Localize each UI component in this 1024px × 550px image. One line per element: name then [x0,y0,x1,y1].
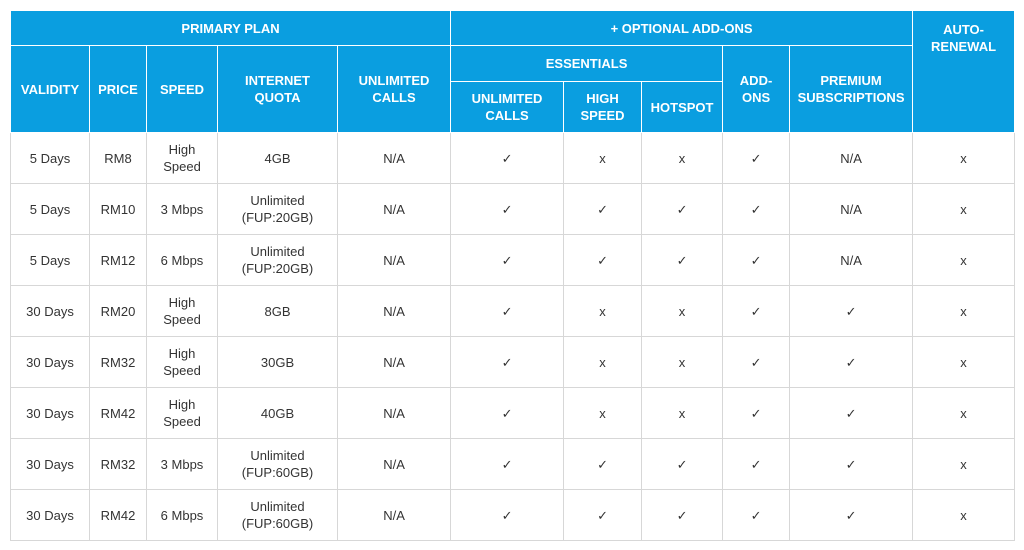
cell-speed: High Speed [147,286,218,337]
cell-essentials-hotspot: x [642,337,723,388]
cell-validity: 5 Days [11,184,90,235]
cell-add-ons: ✓ [723,490,790,541]
cell-premium-subscriptions: N/A [790,184,913,235]
cell-premium-subscriptions: ✓ [790,439,913,490]
header-internet-quota: INTERNET QUOTA [218,46,338,133]
header-add-ons: ADD- ONS [723,46,790,133]
cell-essentials-unlimited-calls: ✓ [451,133,564,184]
plans-table-body [11,133,1015,541]
cell-essentials-hotspot: ✓ [642,184,723,235]
cell-unlimited-calls: N/A [338,184,451,235]
header-unlimited-calls: UNLIMITED CALLS [338,46,451,133]
cell-add-ons: ✓ [723,133,790,184]
cell-auto-renewal: x [913,184,1015,235]
header-primary-plan: PRIMARY PLAN [11,11,451,46]
cell-validity: 30 Days [11,388,90,439]
cell-validity: 30 Days [11,337,90,388]
cell-internet-quota: Unlimited (FUP:20GB) [218,184,338,235]
cell-unlimited-calls: N/A [338,337,451,388]
cell-essentials-hotspot: x [642,388,723,439]
cell-unlimited-calls: N/A [338,439,451,490]
cell-auto-renewal: x [913,439,1015,490]
cell-unlimited-calls: N/A [338,235,451,286]
header-validity: VALIDITY [11,46,90,133]
cell-speed: High Speed [147,133,218,184]
cell-premium-subscriptions: N/A [790,235,913,286]
cell-auto-renewal: x [913,337,1015,388]
cell-add-ons: ✓ [723,388,790,439]
cell-essentials-hotspot: x [642,133,723,184]
table-row [11,439,1015,490]
cell-internet-quota: 40GB [218,388,338,439]
cell-add-ons: ✓ [723,337,790,388]
table-row [11,184,1015,235]
cell-add-ons: ✓ [723,184,790,235]
cell-essentials-hotspot: ✓ [642,235,723,286]
cell-auto-renewal: x [913,388,1015,439]
cell-validity: 30 Days [11,490,90,541]
cell-essentials-hotspot: ✓ [642,490,723,541]
header-essentials: ESSENTIALS [451,46,723,82]
header-essentials-high-speed: HIGH SPEED [564,82,642,133]
cell-add-ons: ✓ [723,286,790,337]
header-essentials-unlimited-calls: UNLIMITED CALLS [451,82,564,133]
cell-unlimited-calls: N/A [338,490,451,541]
header-optional-addons: + OPTIONAL ADD-ONS [451,11,913,46]
cell-price: RM42 [90,388,147,439]
header-auto-renewal: AUTO- RENEWAL [913,11,1015,133]
table-row [11,337,1015,388]
cell-essentials-unlimited-calls: ✓ [451,439,564,490]
table-row [11,235,1015,286]
cell-price: RM42 [90,490,147,541]
cell-essentials-high-speed: x [564,133,642,184]
cell-add-ons: ✓ [723,235,790,286]
cell-auto-renewal: x [913,490,1015,541]
cell-essentials-hotspot: ✓ [642,439,723,490]
cell-validity: 30 Days [11,286,90,337]
cell-essentials-unlimited-calls: ✓ [451,388,564,439]
cell-essentials-unlimited-calls: ✓ [451,286,564,337]
cell-unlimited-calls: N/A [338,388,451,439]
table-row [11,286,1015,337]
plans-table [10,10,1015,541]
header-price: PRICE [90,46,147,133]
cell-internet-quota: 8GB [218,286,338,337]
cell-essentials-unlimited-calls: ✓ [451,184,564,235]
cell-essentials-unlimited-calls: ✓ [451,337,564,388]
cell-internet-quota: 4GB [218,133,338,184]
cell-essentials-high-speed: ✓ [564,235,642,286]
cell-price: RM12 [90,235,147,286]
cell-essentials-high-speed: x [564,337,642,388]
cell-validity: 5 Days [11,235,90,286]
cell-premium-subscriptions: ✓ [790,388,913,439]
table-row [11,388,1015,439]
cell-add-ons: ✓ [723,439,790,490]
cell-essentials-unlimited-calls: ✓ [451,490,564,541]
table-row [11,133,1015,184]
plans-table-container [10,10,1014,541]
cell-essentials-unlimited-calls: ✓ [451,235,564,286]
cell-unlimited-calls: N/A [338,286,451,337]
cell-essentials-high-speed: x [564,286,642,337]
cell-speed: High Speed [147,388,218,439]
cell-price: RM10 [90,184,147,235]
cell-internet-quota: 30GB [218,337,338,388]
cell-essentials-high-speed: x [564,388,642,439]
cell-speed: 6 Mbps [147,235,218,286]
cell-speed: High Speed [147,337,218,388]
cell-essentials-high-speed: ✓ [564,439,642,490]
cell-speed: 6 Mbps [147,490,218,541]
cell-validity: 30 Days [11,439,90,490]
cell-auto-renewal: x [913,133,1015,184]
cell-premium-subscriptions: N/A [790,133,913,184]
cell-essentials-high-speed: ✓ [564,184,642,235]
cell-premium-subscriptions: ✓ [790,490,913,541]
cell-speed: 3 Mbps [147,439,218,490]
header-speed: SPEED [147,46,218,133]
cell-speed: 3 Mbps [147,184,218,235]
cell-auto-renewal: x [913,235,1015,286]
cell-price: RM32 [90,439,147,490]
cell-essentials-hotspot: x [642,286,723,337]
header-essentials-hotspot: HOTSPOT [642,82,723,133]
cell-internet-quota: Unlimited (FUP:60GB) [218,439,338,490]
header-premium-subscriptions: PREMIUM SUBSCRIPTIONS [790,46,913,133]
cell-price: RM8 [90,133,147,184]
cell-unlimited-calls: N/A [338,133,451,184]
cell-internet-quota: Unlimited (FUP:60GB) [218,490,338,541]
cell-price: RM32 [90,337,147,388]
cell-price: RM20 [90,286,147,337]
cell-validity: 5 Days [11,133,90,184]
cell-premium-subscriptions: ✓ [790,337,913,388]
cell-essentials-high-speed: ✓ [564,490,642,541]
table-row [11,490,1015,541]
cell-auto-renewal: x [913,286,1015,337]
cell-premium-subscriptions: ✓ [790,286,913,337]
cell-internet-quota: Unlimited (FUP:20GB) [218,235,338,286]
